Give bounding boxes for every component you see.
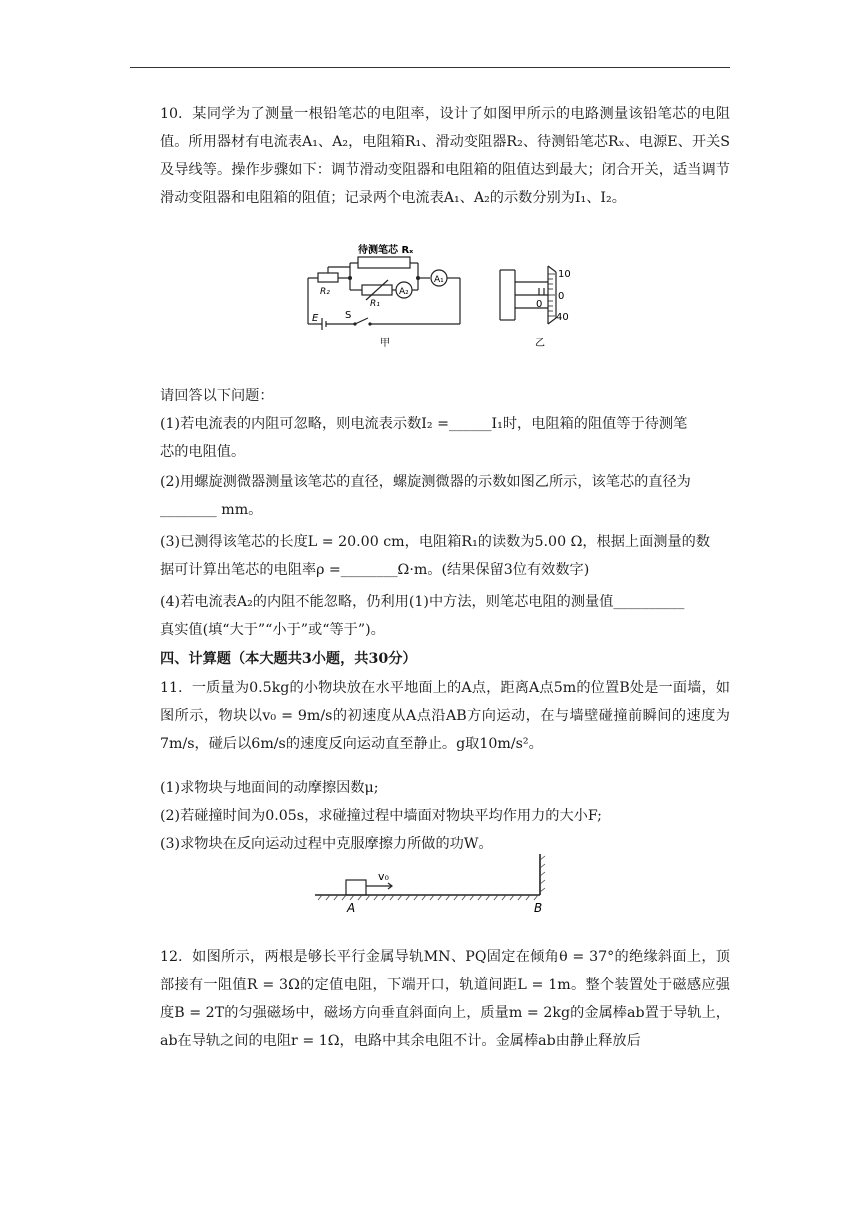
q10-part1-line1: (1)若电流表的内阻可忽略，则电流表示数I₂ =______I₁时，电阻箱的阻值等于待测笔 — [160, 416, 688, 432]
q10-part4-line1: (4)若电流表A₂的内阻不能忽略，仍利用(1)中方法，则笔芯电阻的测量值__________ — [160, 594, 685, 610]
q11-part3: (3)求物块在反向运动过程中克服摩擦力所做的功W。 — [160, 836, 493, 852]
q11-part2: (2)若碰撞时间为0.05s，求碰撞过程中墙面对物块平均作用力的大小F; — [160, 808, 602, 824]
block-wall-diagram — [310, 850, 550, 915]
a1-label: A₁ — [434, 275, 444, 285]
micrometer-diagram — [490, 258, 590, 358]
circuit-diagram — [300, 238, 470, 353]
a2-label: A₂ — [399, 287, 409, 297]
r2-label: R₂ — [320, 287, 330, 297]
header-rule — [130, 67, 730, 68]
sleeve-zero: 0 — [536, 299, 543, 310]
caption-jia: 甲 — [380, 338, 390, 349]
e-label: E — [312, 313, 319, 324]
r1-label: R₁ — [370, 299, 380, 309]
v0-label: v₀ — [378, 870, 389, 883]
q10-part2-line1: (2)用螺旋测微器测量该笔芯的直径，螺旋测微器的示数如图乙所示，该笔芯的直径为 — [160, 474, 691, 490]
point-a: A — [347, 901, 356, 915]
caption-yi: 乙 — [535, 338, 545, 349]
rx-label: 待测笔芯 Rₓ — [358, 245, 414, 256]
q10-part1-line2: 芯的电阻值。 — [160, 444, 246, 460]
q10-prompt: 请回答以下问题： — [160, 388, 274, 404]
scale-40: 40 — [556, 312, 569, 323]
s-label: S — [345, 310, 352, 321]
q10-part3-line1: (3)已测得该笔芯的长度L = 20.00 cm，电阻箱R₁的读数为5.00 Ω，根据上面测量的数 — [160, 534, 711, 550]
q10-part3-line2: 据可计算出笔芯的电阻率ρ =________Ω·m。(结果保留3位有效数字) — [160, 562, 590, 578]
q11-part1: (1)求物块与地面间的动摩擦因数μ; — [160, 780, 379, 796]
point-b: B — [534, 901, 543, 915]
section-heading: 四、计算题（本大题共3小题，共30分） — [160, 651, 417, 667]
scale-0: 0 — [558, 291, 565, 302]
q12-intro: 12. 如图所示，两根是够长平行金属导轨MN、PQ固定在倾角θ = 37°的绝缘斜面上，顶部接有一阻值R = 3Ω的定值电阻，下端开口，轨道间距L = 1m。整个装置处于磁感应强度B = 2T的匀强磁场中，磁场方向垂直斜面向上，质量m = 2kg的金属棒ab置于导轨上，ab在导轨之间的电阻r = 1Ω，电路中其余电阻不计。金属棒ab由静止释放后 — [160, 949, 730, 1049]
q10-intro: 10. 某同学为了测量一根铅笔芯的电阻率，设计了如图甲所示的电路测量该铅笔芯的电阻值。所用器材有电流表A₁、A₂，电阻箱R₁、滑动变阻器R₂、待测铅笔芯Rₓ、电源E、开关S及导线等。操作步骤如下：调节滑动变阻器和电阻箱的阻值达到最大；闭合开关，适当调节滑动变阻器和电阻箱的阻值；记录两个电流表A₁、A₂的示数分别为I₁、I₂。 — [160, 106, 730, 206]
q10-part4-line2: 真实值(填“大于”“小于”或“等于”)。 — [160, 622, 385, 638]
q11-intro: 11. 一质量为0.5kg的小物块放在水平地面上的A点，距离A点5m的位置B处是一面墙，如图所示，物块以v₀ = 9m/s的初速度从A点沿AB方向运动，在与墙壁碰撞前瞬间的速度为7m/s，碰后以6m/s的速度反向运动直至静止。g取10m/s²。 — [160, 680, 730, 752]
q10-part2-line2: ________ mm。 — [160, 502, 263, 518]
scale-10: 10 — [558, 269, 571, 280]
